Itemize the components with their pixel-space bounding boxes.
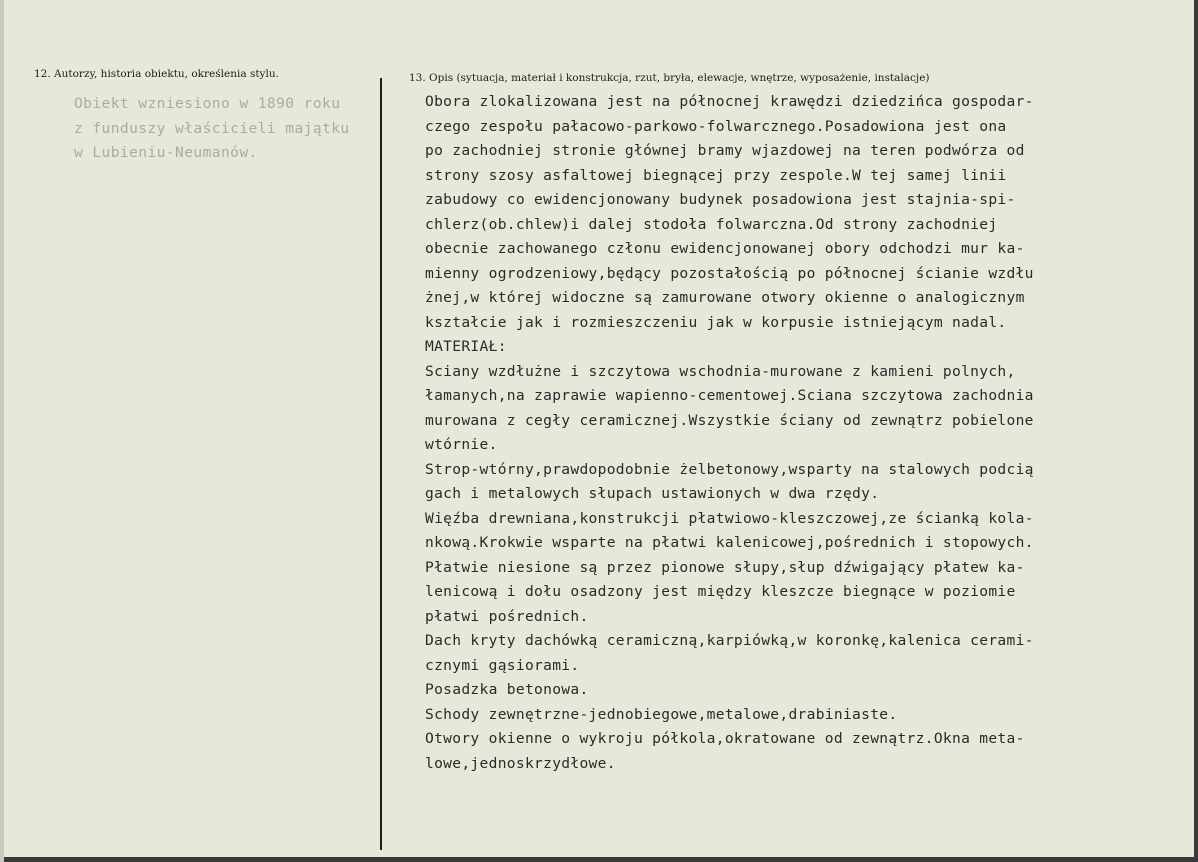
- section-13-line: czego zespołu pałacowo-parkowo-folwarcznego.Posadowiona jest ona: [425, 117, 1007, 135]
- section-13-line: Dach kryty dachówką ceramiczną,karpiówką,w koronkę,kalenica cerami-: [425, 632, 1034, 649]
- section-13-line: kształcie jak i rozmieszczeniu jak w korpusie istniejącym nadal.: [425, 313, 1007, 331]
- section-13-text: [425, 90, 1034, 776]
- section-12-line: Obiekt wzniesiono w 1890 roku: [74, 95, 341, 112]
- section-13-line: Otwory okienne o wykroju półkola,okratowane od zewnątrz.Okna meta-: [425, 730, 1025, 747]
- section-13-line: murowana z cegły ceramicznej.Wszystkie ściany od zewnątrz pobielone: [425, 411, 1034, 429]
- section-13-line: Schody zewnętrzne-jednobiegowe,metalowe,drabiniaste.: [425, 705, 898, 723]
- section-13-line: Strop-wtórny,prawdopodobnie żelbetonowy,wsparty na stalowych podcią: [425, 460, 1034, 478]
- section-13-line: płatwi pośrednich.: [425, 607, 589, 625]
- section-13-line: obecnie zachowanego członu ewidencjonowanej obory odchodzi mur ka-: [425, 240, 1025, 257]
- section-12-line: w Lubieniu-Neumanów.: [74, 144, 258, 161]
- section-13-line: nkową.Krokwie wsparte na płatwi kalenicowej,pośrednich i stopowych.: [425, 534, 1034, 551]
- section-13-line: Więźba drewniana,konstrukcji płatwiowo-kleszczowej,ze ścianką kola-: [425, 509, 1034, 527]
- section-13-line: mienny ogrodzeniowy,będący pozostałością po północnej ścianie wzdłu: [425, 264, 1034, 282]
- section-13-line: gach i metalowych słupach ustawionych w dwa rzędy.: [425, 485, 880, 502]
- section-12-text: [74, 92, 350, 166]
- section-13-line: lowe,jednoskrzydłowe.: [425, 754, 616, 772]
- section-13-line: Płatwie niesione są przez pionowe słupy,słup dźwigający płatew ka-: [425, 558, 1025, 576]
- sheet-edge: [0, 0, 4, 862]
- section-13-line: cznymi gąsiorami.: [425, 656, 580, 674]
- section-13-line: Obora zlokalizowana jest na północnej krawędzi dziedzińca gospodar-: [425, 93, 1034, 110]
- section-13-line: chlerz(ob.chlew)i dalej stodoła folwarczna.Od strony zachodniej: [425, 215, 998, 233]
- section-13-line: żnej,w której widoczne są zamurowane otwory okienne o analogicznym: [425, 289, 1025, 306]
- section-13-line: Posadzka betonowa.: [425, 681, 589, 698]
- section-13-line: lenicową i dołu osadzony jest między kleszcze biegnące w poziomie: [425, 583, 1016, 600]
- section-13-line: MATERIAŁ:: [425, 338, 507, 355]
- section-13-line: łamanych,na zaprawie wapienno-cementowej.Sciana szczytowa zachodnia: [425, 387, 1034, 404]
- section-13-line: po zachodniej stronie głównej bramy wjazdowej na teren podwórza od: [425, 142, 1025, 159]
- section-12-line: z funduszy właścicieli majątku: [74, 119, 350, 137]
- section-13-line: zabudowy co ewidencjonowany budynek posadowiona jest stajnia-spi-: [425, 191, 1016, 208]
- section-12-label: 12. Autorzy, historia obiektu, określenia stylu.: [34, 68, 279, 80]
- section-13-line: wtórnie.: [425, 436, 498, 453]
- section-13-line: strony szosy asfaltowej biegnącej przy zespole.W tej samej linii: [425, 166, 1007, 184]
- section-13-label: 13. Opis (sytuacja, materiał i konstrukcja, rzut, bryła, elewacje, wnętrze, wyposażenie, instalacje): [409, 72, 930, 84]
- column-divider: [380, 78, 382, 850]
- section-13-line: Sciany wzdłużne i szczytowa wschodnia-murowane z kamieni polnych,: [425, 362, 1016, 380]
